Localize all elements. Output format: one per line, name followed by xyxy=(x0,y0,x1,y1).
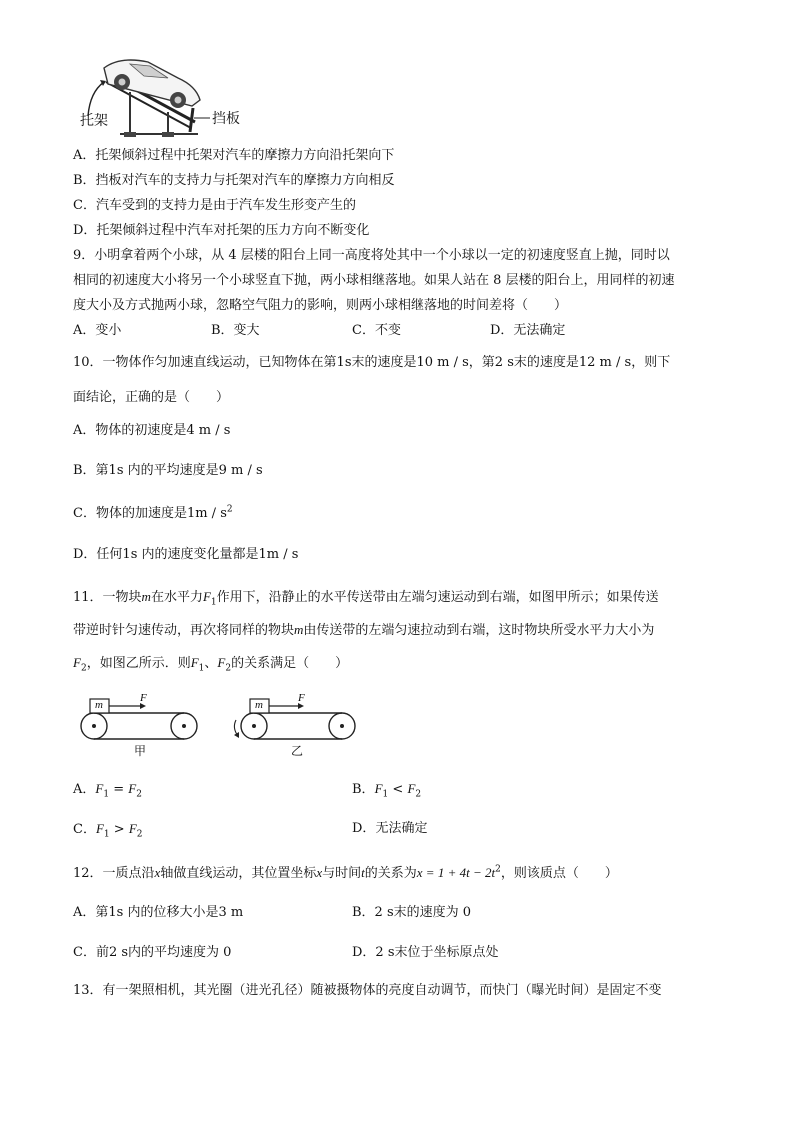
q12-option-d: D．2 s末位于坐标原点处 xyxy=(352,945,499,960)
q10-stem-line2: 面结论，正确的是（ ） xyxy=(73,390,230,405)
q10-option-c-exponent: 2 xyxy=(226,504,233,515)
q11-l2-b: 由传送带的左端匀速拉动到右端，这时物块所受水平力大小为 xyxy=(303,623,655,638)
q11-l3-F1: F xyxy=(190,655,199,670)
q12-stem-x2: x xyxy=(316,865,323,880)
q12-stem-a: 12．一质点沿 xyxy=(73,866,155,881)
q12-stem xyxy=(73,864,618,883)
q9-stem-line3: 度大小及方式抛两小球，忽略空气阻力的影响，则两小球相继落地的时间差将（ ） xyxy=(73,298,568,313)
q11-option-c xyxy=(73,820,143,839)
q10-option-c-text: C．物体的加速度是1m / s xyxy=(73,506,227,521)
q10-option-d: D．任何1s 内的速度变化量都是1m / s xyxy=(73,547,299,562)
q12-stem-c: 与时间 xyxy=(322,866,362,881)
right-force-label: F xyxy=(298,692,305,704)
left-mass-label: m xyxy=(95,699,103,711)
q11-l1-F-sub: 1 xyxy=(210,597,217,608)
q10-stem-line1: 10．一物体作匀加速直线运动，已知物体在第1s末的速度是10 m / s，第2 s末的速度是12 m / s，则下 xyxy=(73,355,671,370)
q13-stem-line1: 13．有一架照相机，其光圈（进光孔径）随被摄物体的亮度自动调节，而快门（曝光时间）是固定不变 xyxy=(73,983,662,998)
left-force-label: F xyxy=(140,692,147,704)
q11-b-s2: 2 xyxy=(415,789,422,800)
q11-a-F1: F xyxy=(95,781,104,796)
q12-stem-b: 轴做直线运动，其位置坐标 xyxy=(160,866,317,881)
conveyor-figures xyxy=(72,690,362,760)
q11-l3-F-sub: 2 xyxy=(80,663,87,674)
q11-option-b xyxy=(352,780,421,799)
q12-stem-x: x xyxy=(154,865,161,880)
q11-l3-F1-sub: 1 xyxy=(198,663,205,674)
q9-option-c: C．不变 xyxy=(352,323,401,338)
q8-option-d: D．托架倾斜过程中汽车对托架的压力方向不断变化 xyxy=(73,223,370,238)
q12-stem-t: t xyxy=(361,865,365,880)
q11-a-s2: 2 xyxy=(136,789,142,800)
q11-l3-F2: F xyxy=(217,655,226,670)
caption-jia: 甲 xyxy=(134,744,147,758)
q11-a-F2: F xyxy=(128,781,137,796)
q11-option-d xyxy=(352,820,427,838)
q11-l3-sep: 、 xyxy=(204,656,218,671)
q11-b-F1: F xyxy=(374,781,383,796)
right-mass-label: m xyxy=(255,699,263,711)
q8-option-b: B．挡板对汽车的支持力与托架对汽车的摩擦力方向相反 xyxy=(73,173,395,188)
bracket-label: 托架 xyxy=(80,113,108,129)
caption-yi: 乙 xyxy=(291,744,304,758)
q9-option-a: A．变小 xyxy=(73,323,122,338)
q11-b-s1: 1 xyxy=(382,789,389,800)
q11-c-prefix: C． xyxy=(73,822,96,837)
q11-b-op: < xyxy=(392,782,404,797)
q9-stem-line2: 相同的初速度大小将另一个小球竖直下抛，两小球相继落地。如果人站在 8 层楼的阳台上，用同样的初速 xyxy=(73,273,675,288)
q11-a-op: = xyxy=(113,782,125,797)
q11-l1-b: 在水平力 xyxy=(150,590,203,605)
q10-option-b: B．第1s 内的平均速度是9 m / s xyxy=(73,463,263,478)
q11-stem-line2 xyxy=(73,621,654,640)
q11-d-text: 无法确定 xyxy=(375,821,428,836)
q11-stem-line1 xyxy=(73,588,659,607)
q11-stem-line3 xyxy=(73,654,348,673)
car-bracket-figure xyxy=(70,56,280,140)
q8-option-a: A．托架倾斜过程中托架对汽车的摩擦力方向沿托架向下 xyxy=(73,148,395,163)
q12-equation: x = 1 + 4t − 2t xyxy=(416,865,496,880)
q11-d-prefix: D． xyxy=(352,821,376,836)
q11-l2-a: 带逆时针匀速传动，再次将同样的物块 xyxy=(73,623,295,638)
q11-l3-F2-sub: 2 xyxy=(225,663,232,674)
q10-option-c xyxy=(73,505,233,523)
q11-c-s1: 1 xyxy=(103,829,110,840)
q8-option-c: C．汽车受到的支持力是由于汽车发生形变产生的 xyxy=(73,198,356,213)
q11-l1-F: F xyxy=(202,589,211,604)
q10-option-a: A．物体的初速度是4 m / s xyxy=(73,423,231,438)
q11-l1-m: m xyxy=(141,589,151,604)
q11-l3-b: 的关系满足（ ） xyxy=(231,656,349,671)
q11-c-F2: F xyxy=(128,821,137,836)
q12-stem-d: 的关系为 xyxy=(364,866,417,881)
q9-stem-line1: 9．小明拿着两个小球，从 4 层楼的阳台上同一高度将处其中一个小球以一定的初速度竖直上抛，同时以 xyxy=(73,248,670,263)
q11-c-op: > xyxy=(113,822,125,837)
q12-option-c: C．前2 s内的平均速度为 0 xyxy=(73,945,232,960)
q11-option-a xyxy=(73,780,142,799)
conveyor-drawing xyxy=(72,690,362,760)
q11-c-s2: 2 xyxy=(136,829,143,840)
q11-b-F2: F xyxy=(407,781,416,796)
q11-l1-c: 作用下，沿静止的水平传送带由左端匀速运动到右端，如图甲所示；如果传送 xyxy=(216,590,659,605)
q11-b-prefix: B． xyxy=(352,782,375,797)
q11-c-F1: F xyxy=(95,821,104,836)
q11-l3-F: F xyxy=(73,655,81,670)
q11-a-prefix: A． xyxy=(73,782,96,797)
q9-option-b: B．变大 xyxy=(211,323,260,338)
q9-option-d: D．无法确定 xyxy=(490,323,566,338)
board-label: 挡板 xyxy=(212,111,240,127)
q12-equation-exponent: 2 xyxy=(495,864,501,875)
q12-option-b: B．2 s末的速度为 0 xyxy=(352,905,472,920)
conveyor-right-drawing xyxy=(234,699,355,739)
q12-option-a: A．第1s 内的位移大小是3 m xyxy=(73,905,244,920)
q12-stem-e: ，则该质点（ ） xyxy=(500,866,618,881)
q11-a-s1: 1 xyxy=(103,789,110,800)
q11-l1-a: 11．一物块 xyxy=(73,590,142,605)
q11-l3-a: ，如图乙所示．则 xyxy=(86,656,191,671)
q11-l2-m: m xyxy=(294,622,304,637)
